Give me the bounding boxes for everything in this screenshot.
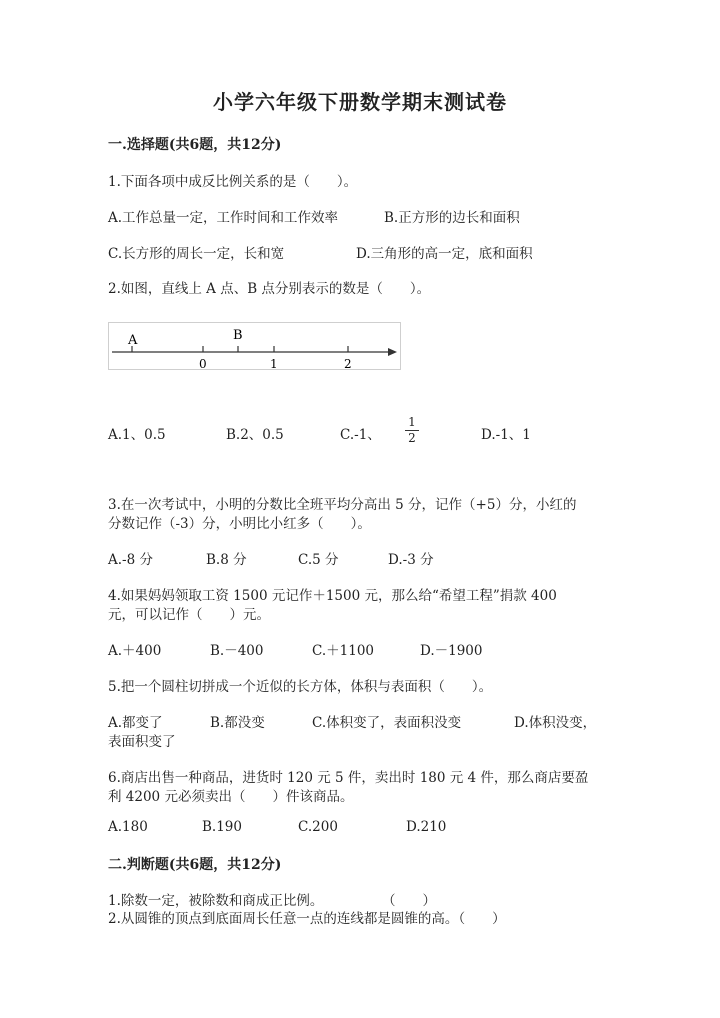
question-3-option-b: B.8 分 — [206, 552, 247, 568]
question-4-stem-line-1: 4.如果妈妈领取工资 1500 元记作＋1500 元，那么给“希望工程”捐款 400 — [108, 588, 557, 604]
question-5-option-a: A.都变了 — [108, 715, 163, 731]
question-2-option-a: A.1、0.5 — [108, 427, 166, 443]
question-1-option-a: A.工作总量一定，工作时间和工作效率 — [108, 210, 339, 226]
question-1-option-b: B.正方形的边长和面积 — [384, 210, 520, 226]
fraction-one-half — [405, 416, 419, 445]
question-2-option-b: B.2、0.5 — [226, 427, 284, 443]
question-5-stem: 5.把一个圆柱切拼成一个近似的长方体，体积与表面积（ ）。 — [108, 679, 493, 695]
judgment-1-answer-paren: （ ） — [382, 893, 436, 909]
question-4-stem-line-2: 元，可以记作（ ）元。 — [108, 607, 270, 623]
question-6-option-c: C.200 — [298, 819, 338, 835]
page-title: 小学六年级下册数学期末测试卷 — [213, 90, 507, 114]
figure-border — [109, 323, 401, 370]
fraction-denominator: 2 — [408, 431, 416, 445]
section-heading-choice: 一.选择题(共6题，共12分) — [108, 137, 282, 153]
question-6-stem-line-1: 6.商店出售一种商品，进货时 120 元 5 件，卖出时 180 元 4 件，那么商店要盈 — [108, 770, 589, 786]
axis-arrow-icon — [388, 348, 397, 356]
question-1-option-c: C.长方形的周长一定，长和宽 — [108, 246, 285, 262]
question-3-stem-line-2: 分数记作（-3）分，小明比小红多（ ）。 — [108, 516, 371, 532]
question-5-option-d-continued: 表面积变了 — [108, 734, 176, 750]
question-1-option-d: D.三角形的高一定，底和面积 — [356, 246, 533, 262]
question-2-stem: 2.如图，直线上 A 点、B 点分别表示的数是（ ）。 — [108, 281, 431, 297]
judgment-2-text: 2.从圆锥的顶点到底面周长任意一点的连线都是圆锥的高。（ ） — [108, 911, 506, 927]
question-5-option-b: B.都没变 — [210, 715, 265, 731]
tick-label-0: 0 — [199, 357, 207, 371]
question-6-option-d: D.210 — [406, 819, 447, 835]
question-4-option-c: C.＋1100 — [312, 643, 374, 659]
question-6-option-a: A.180 — [108, 819, 148, 835]
question-3-option-a: A.-8 分 — [108, 552, 153, 568]
question-2-option-c: C.-1、 — [340, 427, 381, 443]
question-4-option-b: B.－400 — [210, 643, 264, 659]
question-2-option-d: D.-1、1 — [481, 427, 531, 443]
question-6-option-b: B.190 — [202, 819, 242, 835]
question-3-stem-line-1: 3.在一次考试中，小明的分数比全班平均分高出 5 分，记作（+5）分，小红的 — [108, 497, 577, 513]
question-5-option-c: C.体积变了，表面积没变 — [312, 715, 462, 731]
tick-label-1: 1 — [270, 357, 278, 371]
point-b-label: B — [233, 328, 243, 343]
question-4-option-d: D.－1900 — [420, 643, 483, 659]
number-line-figure — [108, 322, 404, 374]
point-a-label: A — [128, 333, 138, 348]
judgment-1-text: 1.除数一定，被除数和商成正比例。 — [108, 893, 324, 909]
question-4-option-a: A.＋400 — [108, 643, 162, 659]
question-5-option-d: D.体积没变， — [514, 715, 597, 731]
question-3-option-c: C.5 分 — [298, 552, 339, 568]
question-3-option-d: D.-3 分 — [388, 552, 434, 568]
section-heading-judgment: 二.判断题(共6题，共12分) — [108, 857, 282, 873]
tick-label-2: 2 — [344, 357, 352, 371]
question-6-stem-line-2: 利 4200 元必须卖出（ ）件该商品。 — [108, 789, 354, 805]
fraction-numerator: 1 — [408, 415, 416, 429]
question-1-stem: 1.下面各项中成反比例关系的是（ ）。 — [108, 174, 358, 190]
